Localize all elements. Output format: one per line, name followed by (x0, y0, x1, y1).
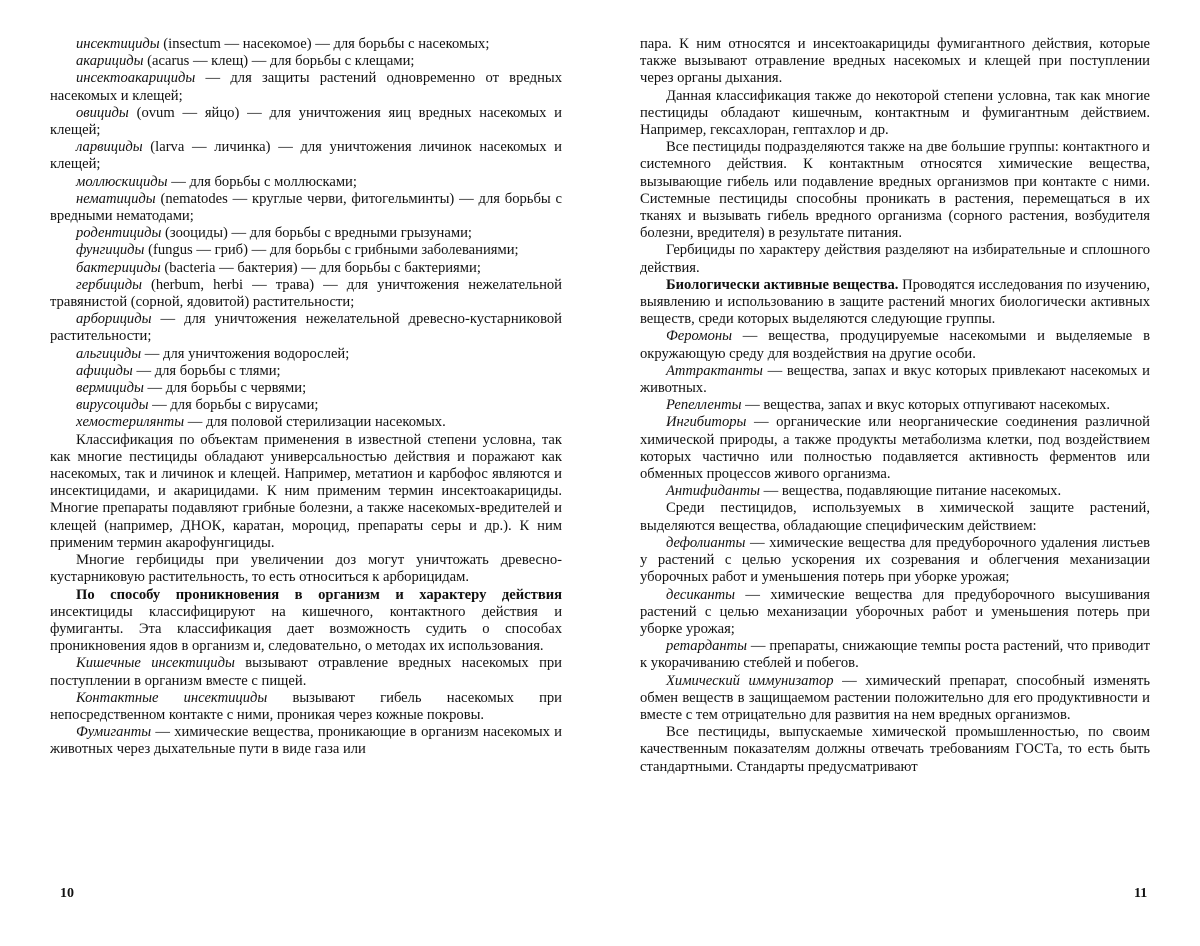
paragraph (640, 483, 1150, 500)
term: альгициды (76, 345, 142, 362)
term: нематициды (76, 190, 156, 207)
paragraph (640, 414, 1150, 483)
term: родентициды (76, 225, 162, 242)
paragraph (640, 397, 1150, 414)
term: Химический иммунизатор (666, 672, 834, 689)
paragraph (640, 500, 1150, 534)
term: моллюскициды (76, 173, 168, 190)
term: Ингибиторы (666, 414, 747, 431)
paragraph-text: — органические или неорганические соединения различной химической природы, а также продукты метаболизма клетки, под воздействием которых частично или полностью подавляется активность ферментов или обменных процессов живого организма. (640, 414, 1150, 483)
paragraph (50, 397, 562, 414)
paragraph (640, 36, 1150, 88)
paragraph (50, 191, 562, 225)
paragraph (50, 724, 562, 758)
paragraph-text: — химические вещества для предуборочного удаления листьев у растений с целью ускорения их созревания и облегчения механизации уборочных работ и уменьшения потерь при уборке урожая; (640, 534, 1150, 586)
bold-heading: По способу проникновения в организм и характеру действия (76, 586, 562, 603)
paragraph (640, 673, 1150, 725)
term: бактерициды (76, 259, 161, 276)
paragraph-text: Классификация по объектам применения в известной степени условна, так как многие пестициды обладают универсальностью действия и поражают как насекомых, так и личинок и клещей. Например, метатион и карбофос являются и инсектицидами, и акарицидами. К ним применим термин инсектоакарициды. Многие препараты подавляют грибные болезни, а также насекомых-вредителей и клещей (например, ДНОК, каратан, мороцид, препараты серы и др.). К ним применим термин акарофунгициды. (50, 431, 562, 551)
term: хемостерилянты (76, 414, 185, 431)
term: овициды (76, 104, 129, 121)
paragraph-text: — для уничтожения нежелательной древесно-кустарниковой растительности; (50, 311, 562, 345)
paragraph (50, 414, 562, 431)
left-page-number: 10 (60, 886, 74, 901)
paragraph (50, 311, 562, 345)
paragraph (640, 242, 1150, 276)
paragraph (50, 432, 562, 552)
paragraph-text: (larva — личинка) — для уничтожения личинок насекомых и клещей; (50, 139, 562, 173)
paragraph-text: (insectum — насекомое) — для борьбы с насекомых; (159, 36, 490, 52)
paragraph-text: (ovum — яйцо) — для уничтожения яиц вредных насекомых и клещей; (50, 104, 562, 139)
paragraph (50, 346, 562, 363)
paragraph-text: Гербициды по характеру действия разделяют на избирательные и сплошного действия. (640, 242, 1150, 276)
paragraph (50, 363, 562, 380)
paragraph (50, 225, 562, 242)
term: Кишечные инсектициды (76, 655, 235, 672)
paragraph (50, 690, 562, 724)
paragraph-text: — для борьбы с червями; (143, 380, 307, 397)
right-page (640, 36, 1150, 906)
paragraph-text: (herbum, herbi — трава) — для уничтожения нежелательной травянистой (сорной, ядовитой) растительности; (50, 276, 562, 311)
term: десиканты (666, 586, 736, 603)
paragraph (640, 535, 1150, 587)
term: дефолианты (666, 534, 746, 551)
term: Репелленты (666, 397, 742, 414)
paragraph-text: — для защиты растений одновременно от вредных насекомых и клещей; (50, 70, 562, 104)
paragraph-text: инсектициды классифицируют на кишечного, контактного действия и фумиганты. Эта классификация дает возможность судить о способах проникновения ядов в организм и, следовательно, о методах их использования. (50, 603, 562, 655)
term: ретарданты (666, 638, 748, 655)
paragraph (640, 328, 1150, 362)
paragraph (50, 260, 562, 277)
paragraph-text: Все пестициды подразделяются также на две большие группы: контактного и системного действия. К контактным относятся химические вещества, вызывающие гибель или подавление вредных организмов при контакте с ними. Системные пестициды способны проникать в растения, перемещаться в их тканях и вызывать гибель вредного организма (сорного растения, возбудителя болезни, вредителя) в результате питания. (640, 139, 1150, 242)
paragraph-text: вызывают гибель насекомых при непосредственном контакте с ними, проникая через кожные покровы. (50, 689, 562, 723)
paragraph-text: Данная классификация также до некоторой степени условна, так как многие пестициды обладают кишечным, контактным и фумигантным действием. Например, гексахлоран, гептахлор и др. (640, 87, 1150, 139)
term: афициды (76, 362, 133, 379)
paragraph (640, 638, 1150, 672)
paragraph-text: (зооциды) — для борьбы с вредными грызунами; (161, 225, 472, 242)
paragraph (50, 105, 562, 139)
term: Антифиданты (666, 483, 760, 500)
term: ларвициды (76, 139, 143, 156)
term: арборициды (76, 311, 152, 328)
paragraph-text: (nematodes — круглые черви, фитогельминты) — для борьбы с вредными нематодами; (50, 190, 562, 225)
paragraph-text: — для половой стерилизации насекомых. (184, 414, 446, 431)
paragraph (640, 363, 1150, 397)
left-page (50, 36, 562, 906)
term: Контактные инсектициды (76, 689, 268, 706)
paragraph (50, 552, 562, 586)
term: Фумиганты (76, 724, 152, 741)
paragraph (50, 70, 562, 104)
paragraph-text: Проводятся исследования по изучению, выявлению и использованию в защите растений многих биологически активных веществ, среди которых выделяются следующие группы. (640, 276, 1150, 328)
paragraph (50, 277, 562, 311)
paragraph (50, 174, 562, 191)
paragraph-text: вызывают отравление вредных насекомых при поступлении в организм вместе с пищей. (50, 655, 562, 689)
paragraph-text: — для уничтожения водорослей; (141, 345, 350, 362)
paragraph-text: пара. К ним относятся и инсектоакарициды фумигантного действия, которые также вызывают отравление вредных насекомых и клещей при поступлении через органы дыхания. (640, 36, 1150, 87)
paragraph (640, 88, 1150, 140)
paragraph (640, 139, 1150, 242)
term: инсектоакарициды (76, 70, 196, 87)
paragraph-text: — химический препарат, способный изменять обмен веществ в защищаемом растении положительно для его продуктивности и вместе с тем отрицательно для развития на нем вредных организмов. (640, 672, 1150, 723)
paragraph-text: — препараты, снижающие темпы роста растений, что приводит к укорачиванию стеблей и побегов. (640, 638, 1150, 672)
right-page-number: 11 (1134, 886, 1148, 901)
paragraph-text: — вещества, продуцируемые насекомыми и выделяемые в окружающую среду для воздействия на другие особи. (640, 328, 1150, 362)
bold-heading: Биологически активные вещества. (666, 276, 899, 293)
term: вирусоциды (76, 397, 149, 414)
paragraph-text: Все пестициды, выпускаемые химической промышленностью, по своим качественным показателям должны отвечать требованиям ГОСТа, то есть быть стандартными. Стандарты предусматривают (640, 724, 1150, 775)
term: инсектициды (76, 36, 160, 52)
paragraph (50, 587, 562, 656)
paragraph (50, 36, 562, 53)
paragraph-text: — вещества, запах и вкус которых привлекают насекомых и животных. (640, 362, 1150, 397)
paragraph-text: (bacteria — бактерия) — для борьбы с бактериями; (160, 259, 481, 276)
paragraph (50, 655, 562, 689)
paragraph (50, 53, 562, 70)
paragraph-text: — вещества, запах и вкус которых отпугивают насекомых. (741, 397, 1111, 414)
paragraph (50, 139, 562, 173)
paragraph-text: Среди пестицидов, используемых в химической защите растений, выделяются вещества, обладающие специфическим действием: (640, 500, 1150, 534)
term: фунгициды (76, 242, 145, 259)
paragraph (50, 242, 562, 259)
paragraph-text: (acarus — клещ) — для борьбы с клещами; (143, 53, 415, 70)
term: акарициды (76, 53, 144, 70)
paragraph (640, 277, 1150, 329)
term: гербициды (76, 276, 142, 293)
paragraph-text: — для борьбы с вирусами; (148, 397, 319, 414)
paragraph (640, 724, 1150, 776)
paragraph-text: — химические вещества для предуборочного высушивания растений с целью механизации уборочных работ и уменьшения потерь при уборке урожая; (640, 586, 1150, 637)
paragraph-text: Многие гербициды при увеличении доз могут уничтожать древесно-кустарниковую растительность, то есть относиться к арборицидам. (50, 552, 562, 586)
paragraph (50, 380, 562, 397)
term: Аттрактанты (666, 362, 763, 379)
paragraph-text: — вещества, подавляющие питание насекомых. (760, 483, 1062, 500)
paragraph (640, 587, 1150, 639)
paragraph-text: — для борьбы с тлями; (132, 362, 281, 379)
paragraph-text: — для борьбы с моллюсками; (167, 173, 357, 190)
term: вермициды (76, 380, 144, 397)
term: Феромоны (666, 328, 732, 345)
paragraph-text: — химические вещества, проникающие в организм насекомых и животных через дыхательные пути в виде газа или (50, 724, 562, 758)
paragraph-text: (fungus — гриб) — для борьбы с грибными заболеваниями; (144, 242, 519, 259)
